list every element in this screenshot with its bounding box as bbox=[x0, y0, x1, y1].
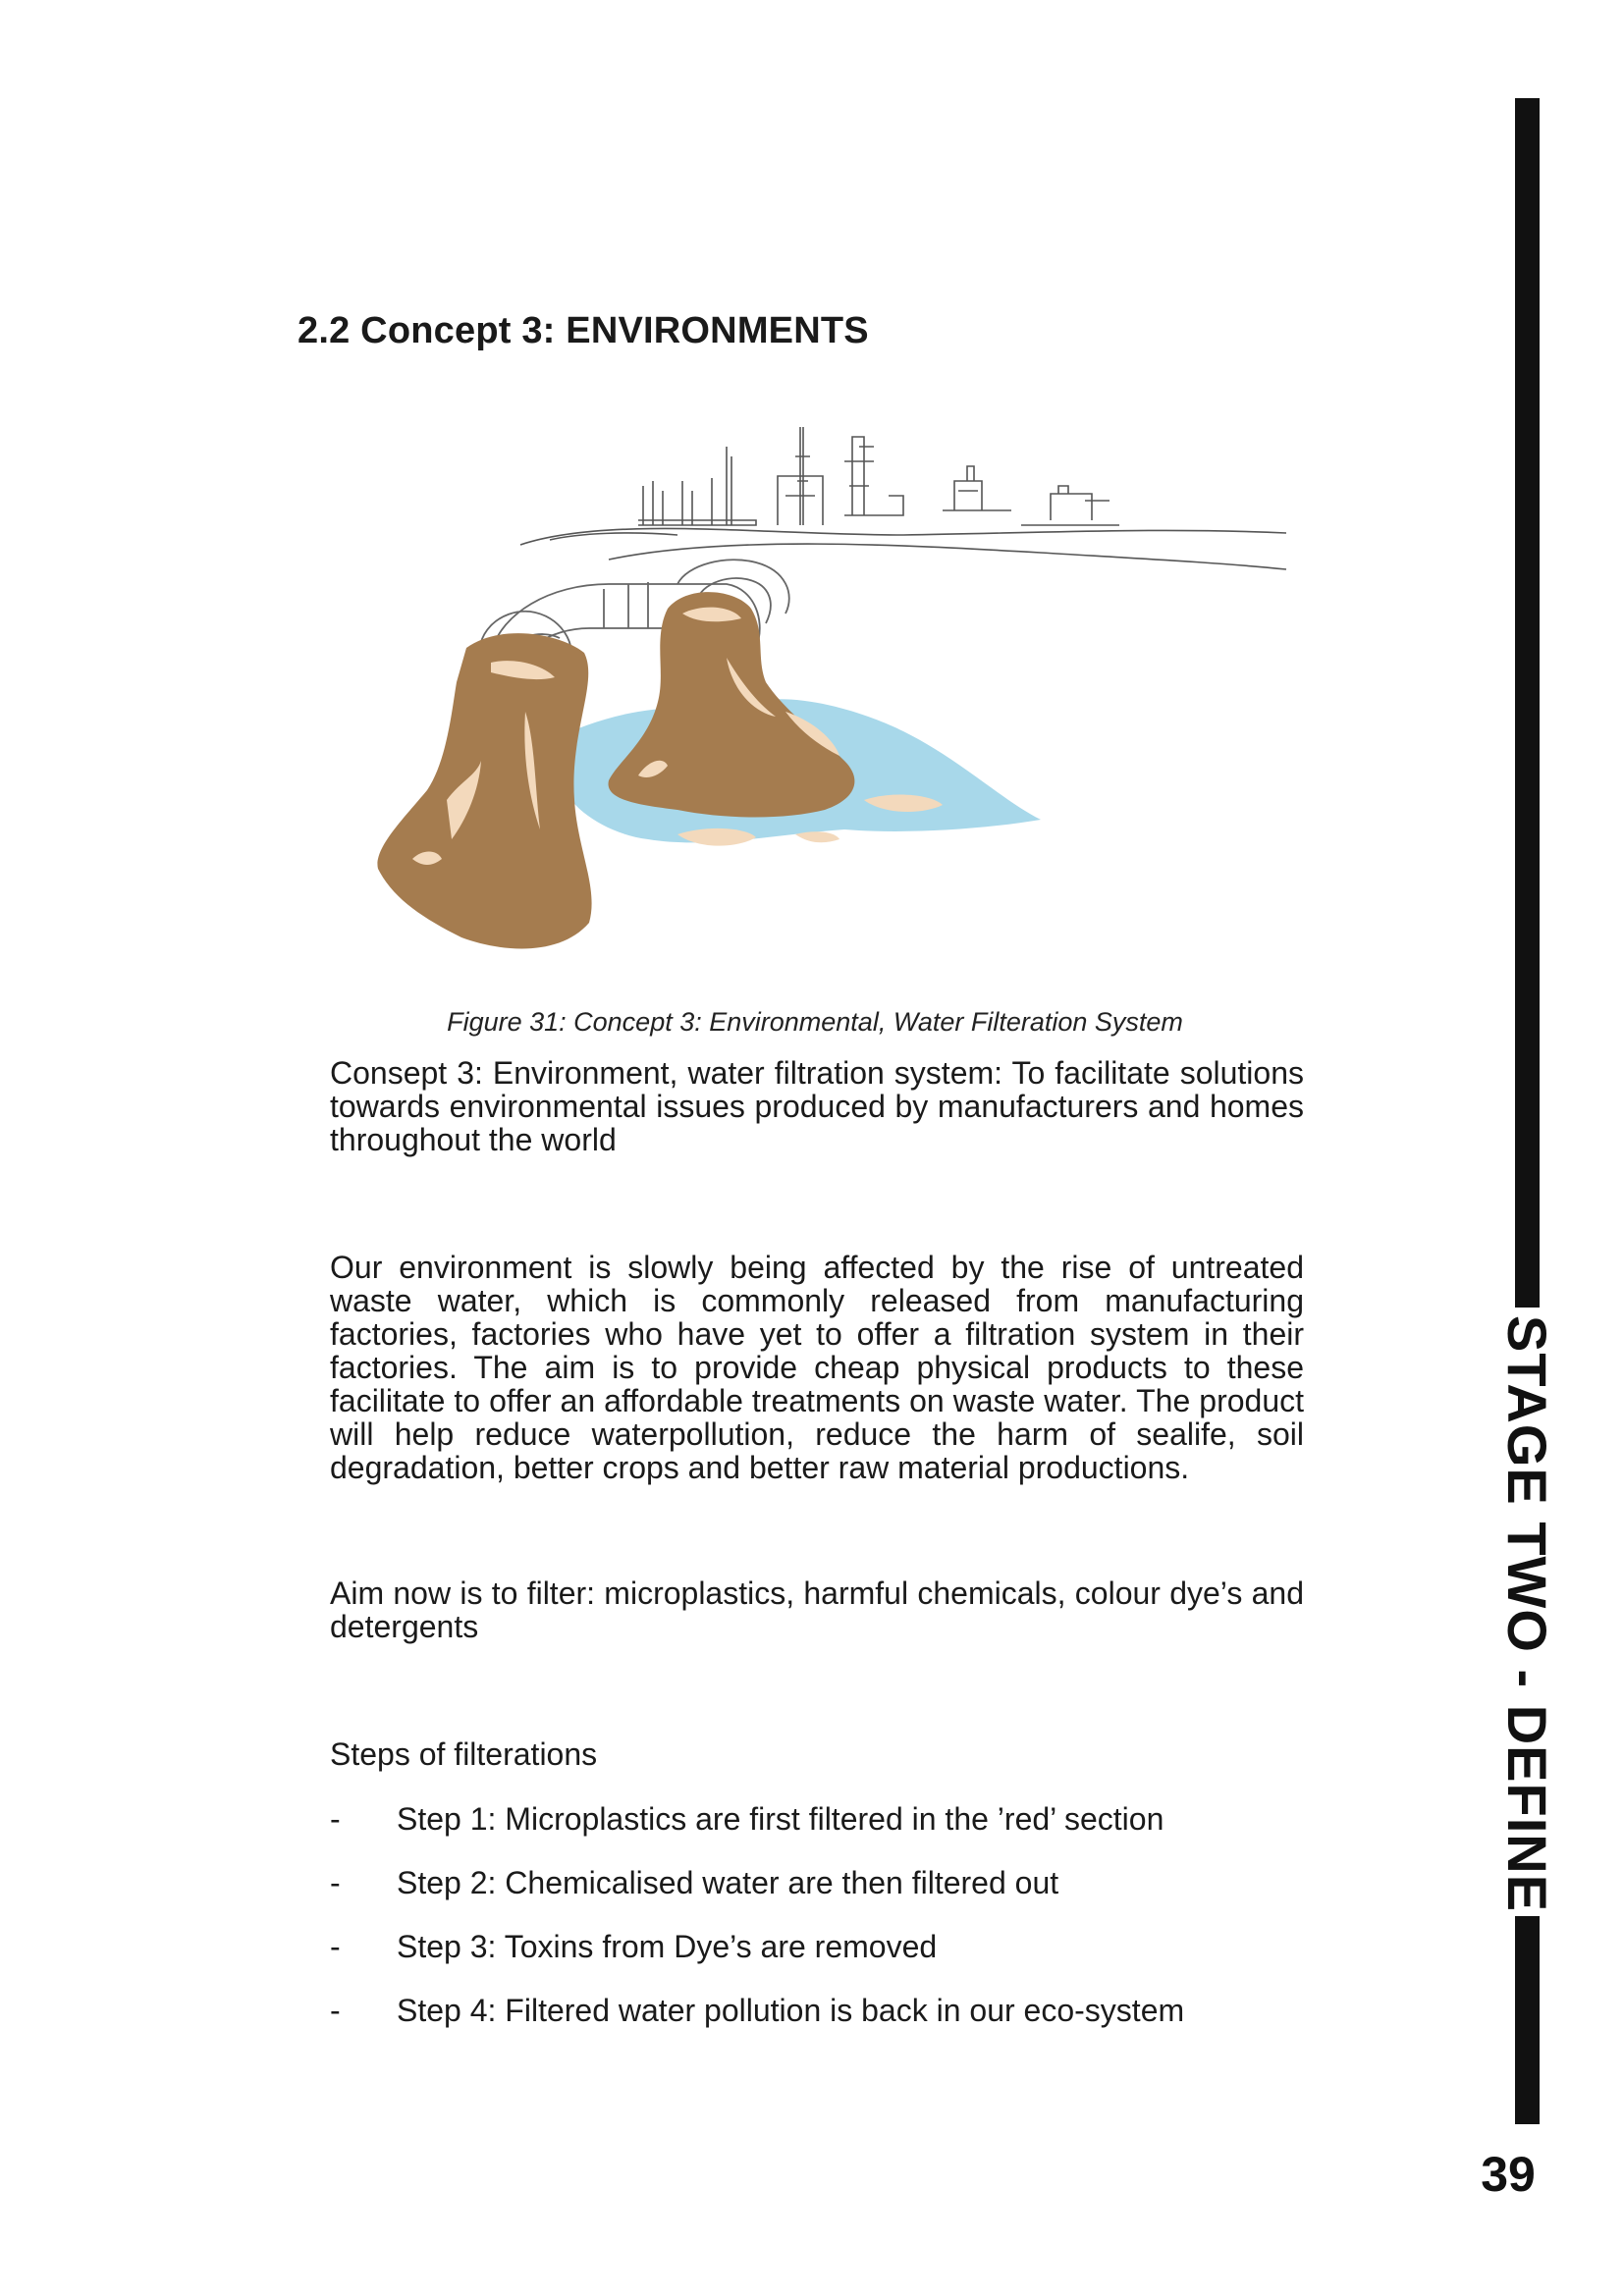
list-item bbox=[330, 1930, 1304, 1994]
list-bullet: - bbox=[330, 1801, 341, 1837]
filtration-steps-list bbox=[330, 1802, 1304, 2057]
concept-summary-paragraph: Consept 3: Environment, water filtration system: To facilitate solutions towards environmental issues produced by manufacturers and homes throughout the world bbox=[330, 1055, 1304, 1157]
list-bullet: - bbox=[330, 1929, 341, 1964]
list-bullet: - bbox=[330, 1993, 341, 2028]
step-text: Step 4: Filtered water pollution is back in our eco-system bbox=[397, 1993, 1185, 2028]
section-heading: 2.2 Concept 3: ENVIRONMENTS bbox=[298, 310, 869, 351]
pollution-illustration bbox=[353, 388, 1296, 977]
list-item bbox=[330, 1994, 1304, 2057]
filter-aim-paragraph: Aim now is to filter: microplastics, harmful chemicals, colour dye’s and detergents bbox=[330, 1575, 1304, 1644]
list-item bbox=[330, 1802, 1304, 1866]
side-bar-top bbox=[1515, 98, 1540, 1308]
figure-caption: Figure 31: Concept 3: Environmental, Water Filteration System bbox=[447, 1007, 1183, 1037]
factory-skyline-sketch bbox=[520, 427, 1286, 569]
left-sludge-stream bbox=[377, 633, 591, 948]
step-text: Step 1: Microplastics are first filtered in the ’red’ section bbox=[397, 1801, 1164, 1837]
list-bullet: - bbox=[330, 1865, 341, 1900]
page-number: 39 bbox=[1481, 2147, 1536, 2202]
environment-paragraph: Our environment is slowly being affected by the rise of untreated waste water, which is commonly released from manufacturing factories, factories who have yet to offer a filtration system in their factories. The aim is to provide cheap physical products to these facilitate to offer an affordable treatments on waste water. The product will help reduce waterpollution, reduce the harm of sealife, soil degradation, better crops and better raw material productions. bbox=[330, 1250, 1304, 1485]
list-item bbox=[330, 1866, 1304, 1930]
step-text: Step 2: Chemicalised water are then filtered out bbox=[397, 1865, 1059, 1900]
stage-side-label: STAGE TWO - DEFINE bbox=[1496, 1315, 1558, 1913]
step-text: Step 3: Toxins from Dye’s are removed bbox=[397, 1929, 938, 1964]
side-bar-bottom bbox=[1515, 1916, 1540, 2124]
steps-title: Steps of filterations bbox=[330, 1736, 598, 1772]
